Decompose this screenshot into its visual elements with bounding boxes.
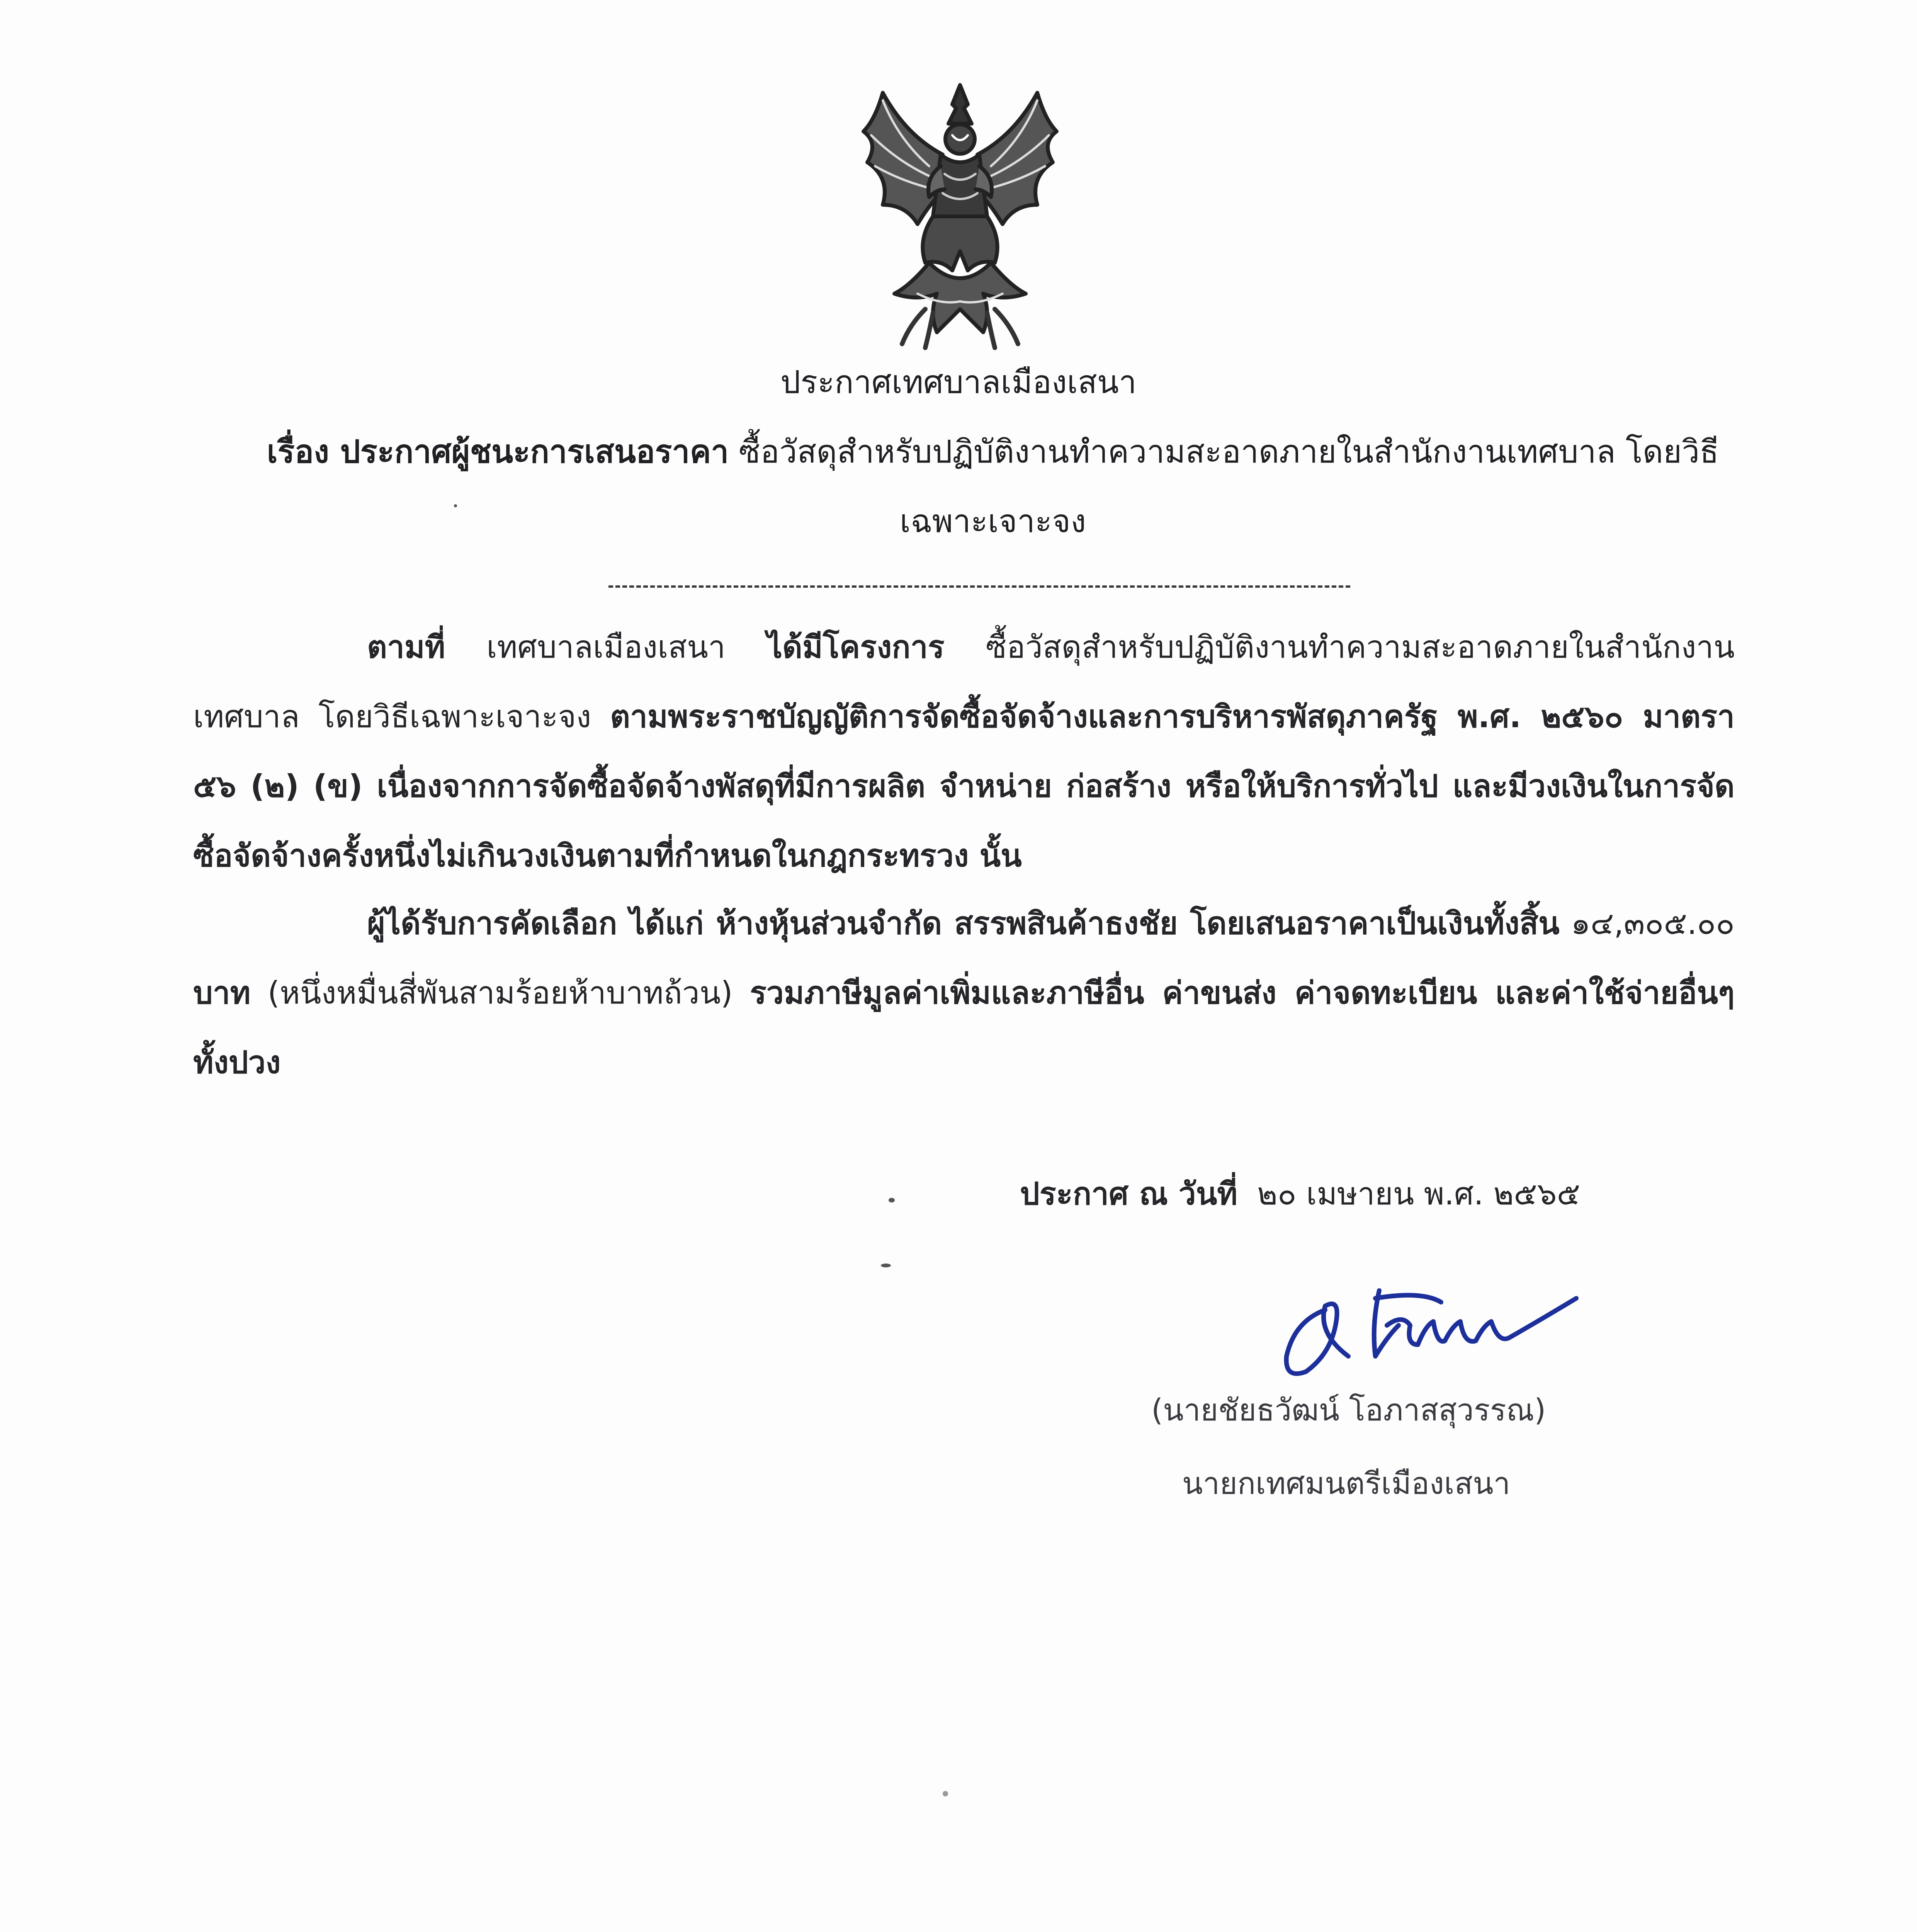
p1-text-run: เทศบาลเมืองเสนา [445, 629, 767, 665]
subject-label: เรื่อง ประกาศผู้ชนะการเสนอราคา [267, 434, 729, 470]
p2-text-run: บาท [193, 975, 251, 1011]
scan-speck [943, 1791, 948, 1796]
body-paragraph-2 [193, 889, 1735, 1097]
p1-text-run: ได้มีโครงการ [766, 629, 945, 665]
date-label: ประกาศ ณ วันที่ [1020, 1176, 1238, 1212]
body-paragraph-1 [193, 612, 1735, 891]
scan-speck [454, 504, 457, 507]
garuda-emblem-icon [840, 77, 1080, 355]
p2-text-run: รวมภาษีมูลค่าเพิ่มและภาษีอื่น ค่าขนส่ง ค่าจดทะเบียน และค่าใช้จ่ายอื่นๆ ทั้งปวง [193, 975, 1735, 1080]
scan-speck [889, 1198, 895, 1202]
p2-text-run: ผู้ได้รับการคัดเลือก ได้แก่ ห้างหุ้นส่วนจำกัด สรรพสินค้าธงชัย โดยเสนอราคาเป็นเงินทั้งสิ้น [367, 905, 1560, 941]
signatory-position: นายกเทศมนตรีเมืองเสนา [1182, 1466, 1511, 1501]
p1-text-run: ตามที่ [367, 629, 445, 665]
scan-speck [881, 1264, 891, 1267]
dashed-divider [608, 585, 1350, 588]
announcement-title: ประกาศเทศบาลเมืองเสนา [780, 364, 1137, 401]
announcement-date [1020, 1171, 1580, 1217]
handwritten-signature [1259, 1267, 1615, 1391]
date-value: ๒๐ เมษายน พ.ศ. ๒๕๖๕ [1257, 1176, 1581, 1212]
signatory-name: (นายชัยธวัฒน์ โอภาสสุวรรณ) [1151, 1393, 1546, 1428]
p2-text-run: ๑๔,๓๐๕.๐๐ [1559, 905, 1735, 941]
p1-text-run: ตามพระราชบัญญัติการจัดซื้อจัดจ้างและการบริหารพัสดุภาครัฐ พ.ศ. ๒๕๖๐ มาตรา ๕๖ (๒) (ข) เนื่องจากการจัดซื้อจัดจ้างพัสดุที่มีการผลิต จำหน่าย ก่อสร้าง หรือให้บริการทั่วไป และมีวงเงินในการจัดซื้อจัดจ้างครั้งหนึ่งไม่เกินวงเงินตามที่กำหนดในกฎกระทรวง นั้น [193, 699, 1735, 874]
p2-text-run: (หนึ่งหมื่นสี่พันสามร้อยห้าบาทถ้วน) [250, 975, 750, 1011]
announcement-subject [247, 417, 1739, 556]
p1-text-run: ซื้อวัสดุสำหรับปฏิบัติงานทำความสะอาดภายในสำนักงานเทศบาล โดยวิธีเฉพาะเจาะจง [193, 629, 1735, 735]
subject-text: ซื้อวัสดุสำหรับปฏิบัติงานทำความสะอาดภายในสำนักงานเทศบาล โดยวิธีเฉพาะเจาะจง [729, 434, 1719, 540]
